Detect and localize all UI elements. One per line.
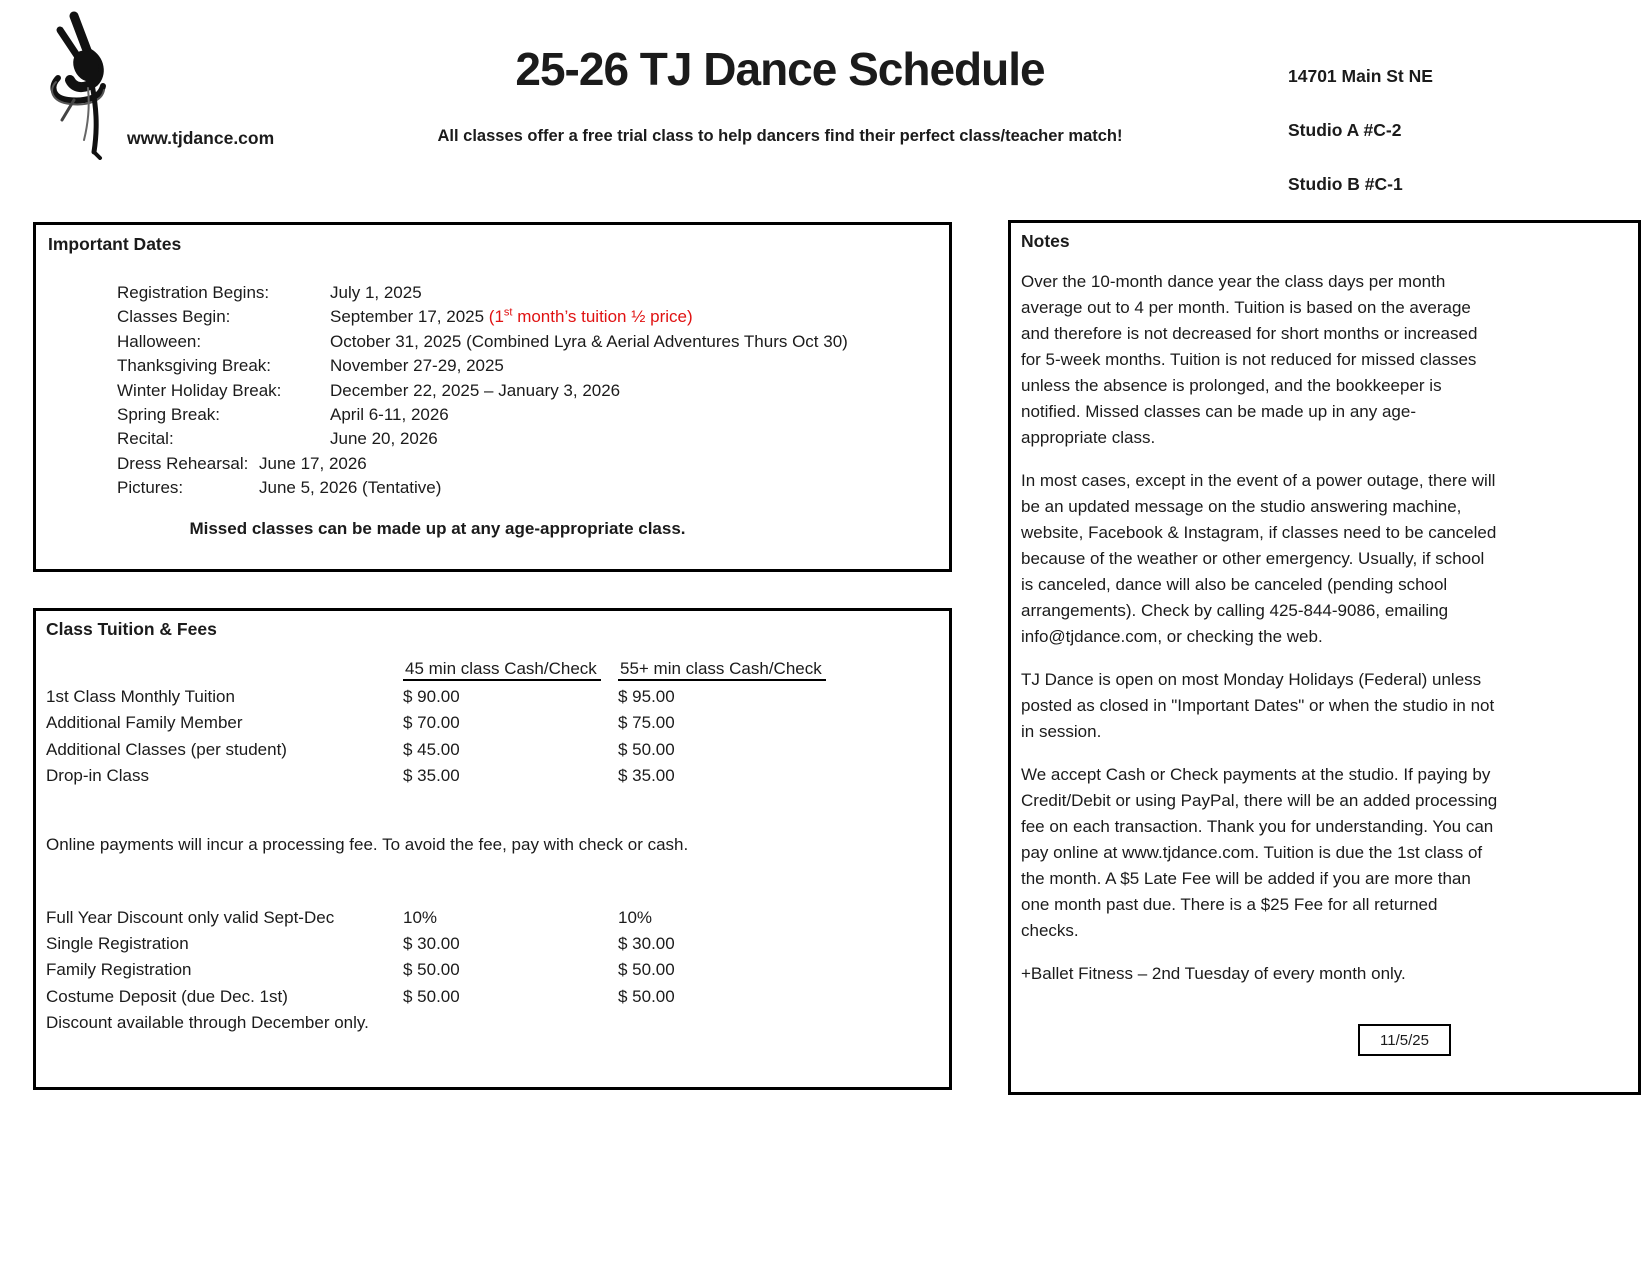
date-row bbox=[117, 330, 937, 354]
fee-row-label: Full Year Discount only valid Sept-Dec bbox=[46, 908, 335, 928]
tuition-row-price-55: $ 35.00 bbox=[618, 765, 675, 785]
date-value: July 1, 2025 bbox=[330, 283, 422, 302]
tuition-row bbox=[46, 763, 939, 789]
half-price-note: (1st month’s tuition ½ price) bbox=[488, 306, 693, 327]
fee-row-col2: 10% bbox=[618, 908, 653, 928]
fee-row-col2: $ 30.00 bbox=[618, 934, 675, 954]
fee-row-col1: 10% bbox=[403, 908, 438, 928]
date-label: Spring Break: bbox=[117, 405, 220, 425]
tuition-row-price-45: $ 35.00 bbox=[403, 765, 460, 785]
date-value: June 20, 2026 bbox=[330, 429, 438, 449]
fee-row-col1: $ 30.00 bbox=[403, 934, 460, 954]
date-value: June 5, 2026 (Tentative) bbox=[259, 478, 442, 498]
date-label: Recital: bbox=[117, 429, 174, 449]
fee-row-label: Costume Deposit (due Dec. 1st) bbox=[46, 986, 288, 1006]
notes-panel bbox=[1008, 220, 1641, 1095]
date-value: June 17, 2026 bbox=[259, 453, 367, 473]
tuition-row-price-55: $ 50.00 bbox=[618, 739, 675, 759]
date-label: Thanksgiving Break: bbox=[117, 356, 272, 376]
important-dates-list bbox=[117, 281, 937, 501]
tuition-row bbox=[46, 737, 939, 763]
fee-row-label: Single Registration bbox=[46, 934, 189, 954]
notes-paragraph: Over the 10-month dance year the class days per month average out to 4 per month. Tuition is based on the average and therefore is not decreased for short months or increased for 5-week months. Tuition is not reduced for missed classes unless the absence is prolonged, and the bookkeeper is notified. Missed classes can be made up in any age-appropriate class. bbox=[1021, 272, 1478, 447]
date-label: Winter Holiday Break: bbox=[117, 380, 282, 400]
tuition-header-row bbox=[46, 656, 939, 682]
tuition-rows bbox=[46, 684, 939, 789]
tuition-row-label: 1st Class Monthly Tuition bbox=[46, 687, 235, 707]
date-row bbox=[117, 354, 937, 378]
tuition-col2-header: 55+ min class Cash/Check bbox=[618, 656, 826, 682]
address-line: Studio B #C-1 bbox=[1288, 174, 1403, 194]
date-row bbox=[117, 427, 937, 451]
fee-row-col1: $ 50.00 bbox=[403, 960, 460, 980]
fee-row-col1: $ 50.00 bbox=[403, 986, 460, 1006]
date-label: Dress Rehearsal: bbox=[117, 453, 249, 473]
tuition-row-price-45: $ 45.00 bbox=[403, 739, 460, 759]
notes-paragraph: In most cases, except in the event of a power outage, there will be an updated message on the studio answering machine, website, Facebook & Instagram, if classes need to be canceled because of the weather or other emergency. Usually, if school is canceled, dance will also be canceled (pending school arrangements). Check by calling 425-844-9086, emailing info@tjdance.com, or checking the web. bbox=[1021, 471, 1497, 646]
header-title-block bbox=[380, 44, 1180, 146]
dancer-logo-icon bbox=[44, 8, 116, 160]
tuition-row-label: Additional Classes (per student) bbox=[46, 739, 287, 759]
tuition-header-spacer bbox=[46, 656, 403, 682]
fee-row bbox=[46, 957, 939, 983]
tuition-row-price-45: $ 70.00 bbox=[403, 713, 460, 733]
page-subtitle: All classes offer a free trial class to help dancers find their perfect class/teacher match! bbox=[437, 126, 1123, 145]
date-label: Classes Begin: bbox=[117, 307, 231, 327]
tuition-row bbox=[46, 710, 939, 736]
address-line: 14701 Main St NE bbox=[1288, 66, 1433, 86]
date-value: October 31, 2025 (Combined Lyra & Aerial Adventures Thurs Oct 30) bbox=[330, 331, 848, 351]
date-label: Pictures: bbox=[117, 478, 184, 498]
tuition-row-price-55: $ 95.00 bbox=[618, 687, 675, 707]
fee-row bbox=[46, 931, 939, 957]
date-value: December 22, 2025 – January 3, 2026 bbox=[330, 380, 621, 400]
date-row bbox=[117, 452, 937, 476]
date-label: Registration Begins: bbox=[117, 283, 270, 302]
discount-availability-note: Discount available through December only. bbox=[46, 1012, 369, 1032]
website-url: www.tjdance.com bbox=[127, 128, 275, 148]
fee-row bbox=[46, 984, 939, 1010]
tuition-row-label: Additional Family Member bbox=[46, 713, 243, 733]
date-row bbox=[117, 403, 937, 427]
registration-fee-rows bbox=[46, 905, 939, 1036]
tuition-row bbox=[46, 684, 939, 710]
tuition-row-price-55: $ 75.00 bbox=[618, 713, 675, 733]
date-value: September 17, 2025 (1st month’s tuition ½ price) bbox=[330, 306, 693, 327]
date-row bbox=[117, 305, 937, 329]
address-line: Studio A #C-2 bbox=[1288, 120, 1402, 140]
fee-row-col2: $ 50.00 bbox=[618, 986, 675, 1006]
date-value: April 6-11, 2026 bbox=[330, 405, 449, 425]
date-value: November 27-29, 2025 bbox=[330, 356, 504, 376]
notes-paragraph: TJ Dance is open on most Monday Holidays (Federal) unless posted as closed in "Important Dates" or when the studio in not in session. bbox=[1021, 670, 1495, 741]
tuition-col1-header: 45 min class Cash/Check bbox=[403, 656, 618, 682]
tuition-row-label: Drop-in Class bbox=[46, 765, 149, 785]
notes-title: Notes bbox=[1021, 231, 1070, 251]
revision-date-stamp: 11/5/25 bbox=[1358, 1024, 1451, 1056]
notes-body bbox=[1021, 269, 1499, 987]
tuition-panel bbox=[33, 608, 952, 1090]
missed-classes-note: Missed classes can be made up at any age-appropriate class. bbox=[189, 518, 686, 538]
fee-row-col2: $ 50.00 bbox=[618, 960, 675, 980]
date-label: Halloween: bbox=[117, 331, 202, 351]
fee-row bbox=[46, 905, 939, 931]
notes-paragraph: +Ballet Fitness – 2nd Tuesday of every month only. bbox=[1021, 964, 1406, 983]
page-title: 25-26 TJ Dance Schedule bbox=[515, 43, 1045, 95]
date-row bbox=[117, 281, 937, 305]
online-payment-note: Online payments will incur a processing fee. To avoid the fee, pay with check or cash. bbox=[46, 835, 689, 855]
important-dates-panel bbox=[33, 222, 952, 572]
date-row bbox=[117, 379, 937, 403]
notes-paragraph: We accept Cash or Check payments at the studio. If paying by Credit/Debit or using PayPal, there will be an added processing fee on each transaction. Thank you for understanding. You can pay online at www.tjdance.com. Tuition is due the 1st class of the month. A $5 Late Fee will be added if you are more than one month past due. There is a $25 Fee for all returned checks. bbox=[1021, 765, 1498, 940]
fee-row-label: Family Registration bbox=[46, 960, 192, 980]
tuition-title: Class Tuition & Fees bbox=[46, 619, 217, 639]
tuition-row-price-45: $ 90.00 bbox=[403, 687, 460, 707]
date-row bbox=[117, 476, 937, 500]
important-dates-title: Important Dates bbox=[48, 234, 182, 254]
